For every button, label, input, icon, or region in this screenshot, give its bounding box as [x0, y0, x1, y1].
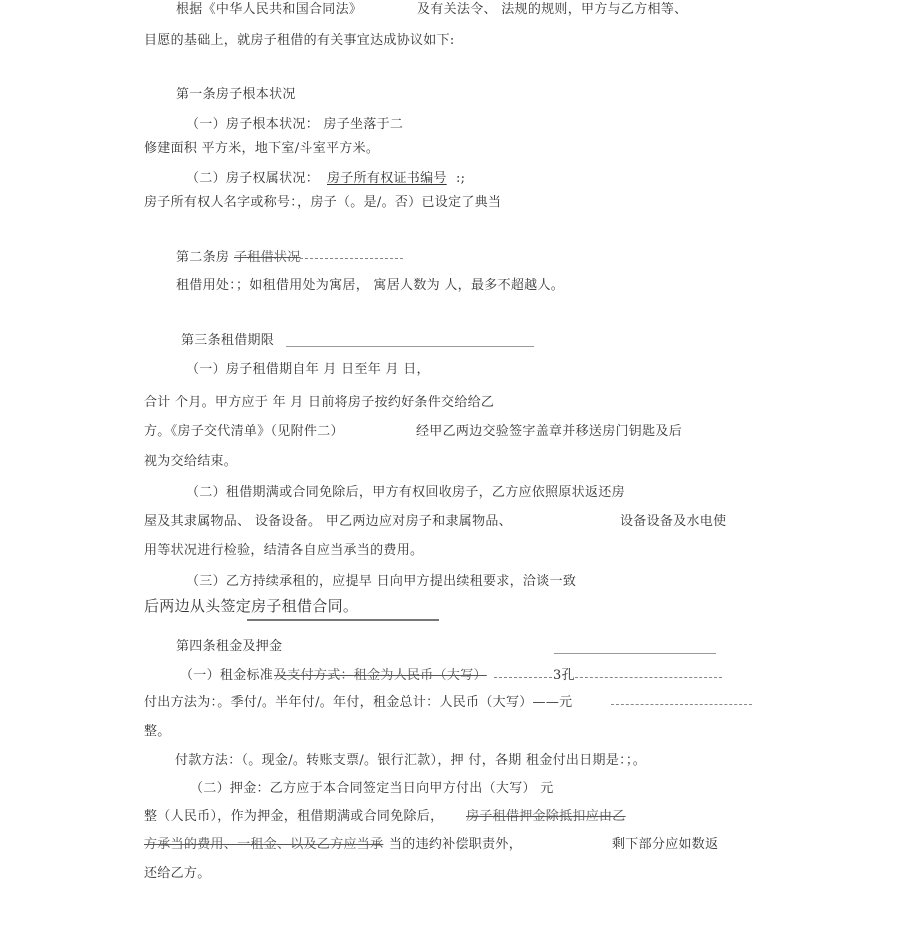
article-3-item-1: （一）房子租借期自年 月 日至年 月 日，: [186, 362, 430, 377]
article-1-item-1-cont: 修建面积 平方米，地下室/斗室平方米。: [144, 141, 380, 156]
article-1-title: 第一条房子根本状况: [176, 87, 296, 102]
payment-method: 付款方法：（。现金/。转账支票/。银行汇款），押 付，各期 租金付出日期是：；。: [175, 753, 647, 768]
article-1-item-2-cont: 房子所有权人名字或称号：，房子（。是/。否）已设定了典当: [144, 195, 502, 210]
article-3-item-1-cont-1: 合计 个月。甲方应于 年 月 日前将房子按约好条件交给给乙: [144, 395, 495, 410]
article-4-item-2-cont-2a: 方承当的费用、一租金、以及乙方应当承: [144, 837, 384, 852]
article-3-title: 第三条租借期限: [181, 333, 275, 348]
article-3-item-3-cont: 后两边从头签定房子租借合同。: [144, 597, 359, 615]
article-1-item-1: （一）房子根本状况： 房子坐落于二: [186, 117, 404, 132]
article-3-item-2-cont-2: 用等状况进行检验，结清各自应当承当的费用。: [144, 543, 424, 558]
article-4-item-2-cont-1b: 房子租借押金除抵扣应由乙: [466, 809, 626, 824]
article-3-item-3-underline: [247, 619, 439, 621]
article-1-item-2: （二）房子权属状况：: [186, 171, 320, 186]
article-4-item-2-cont-3: 还给乙方。: [144, 866, 211, 881]
article-2-dash-line: [300, 258, 403, 259]
article-4-item-2-cont-2c: 剩下部分应如数返: [612, 837, 719, 852]
article-3-item-1-cont-2a: 方。《房子交代清单》（见附件二）: [144, 424, 344, 439]
article-2-usage: 租借用处：；如租借用处为寓居， 寓居人数为 人，最多不超越人。: [176, 278, 565, 293]
article-4-title: 第四条租金及押金: [176, 639, 283, 654]
article-2-title-strike: 子租借状况: [234, 250, 301, 265]
article-4-underline: [554, 653, 716, 654]
article-4-item-1-cont-1: 付出方法为：。季付/。半年付/。年付，租金总计：人民币（大写）——元: [144, 695, 573, 710]
article-3-item-2-cont-1b: 设备设备及水电使: [620, 514, 727, 529]
article-2-title: 第二条房: [176, 250, 230, 265]
rent-amount-dash-2: [575, 677, 722, 678]
article-4-item-1-cont-2: 整。: [144, 724, 171, 739]
article-3-underline: [286, 346, 534, 347]
rent-amount-value: 3孔: [553, 668, 575, 683]
intro-line-2: 目愿的基础上，就房子租借的有关事宜达成协议如下:: [144, 33, 455, 48]
intro-line-1a: 根据《中华人民共和国合同法》: [176, 2, 363, 17]
property-cert-suffix: :;: [456, 171, 466, 186]
article-3-item-2-cont-1a: 屋及其隶属物品、 设备设备。 甲乙两边应对房子和隶属物品、: [144, 514, 512, 529]
article-4-item-1: （一）租金标准: [180, 668, 274, 683]
article-4-item-2-cont-1a: 整（人民币），作为押金，租借期满或合同免除后，: [144, 809, 444, 824]
rent-amount-dash: [494, 677, 552, 678]
article-4-item-2-cont-2b: 当的违约补偿职责外，: [389, 837, 523, 852]
article-3-item-1-cont-3: 视为交给结束。: [144, 454, 238, 469]
article-3-item-3: （三）乙方持续承租的，应提早 日向甲方提出续租要求，洽谈一致: [186, 574, 577, 589]
article-4-item-2: （二）押金：乙方应于本合同签定当日向甲方付出（大写） 元: [190, 781, 554, 796]
property-cert-label: 房子所有权证书编号: [327, 171, 447, 186]
article-3-item-1-cont-2b: 经甲乙两边交验签字盖章并移送房门钥匙及后: [416, 424, 683, 439]
article-4-item-1-strike: 及支付方式：租金为人民币（大写）: [274, 668, 487, 683]
article-3-item-2: （二）租借期满或合同免除后，甲方有权回收房子，乙方应依照原状返还房: [186, 485, 625, 500]
intro-line-1b: 及有关法令、 法规的规则，甲方与乙方相等、: [417, 2, 688, 17]
rent-total-dash: [611, 704, 752, 705]
